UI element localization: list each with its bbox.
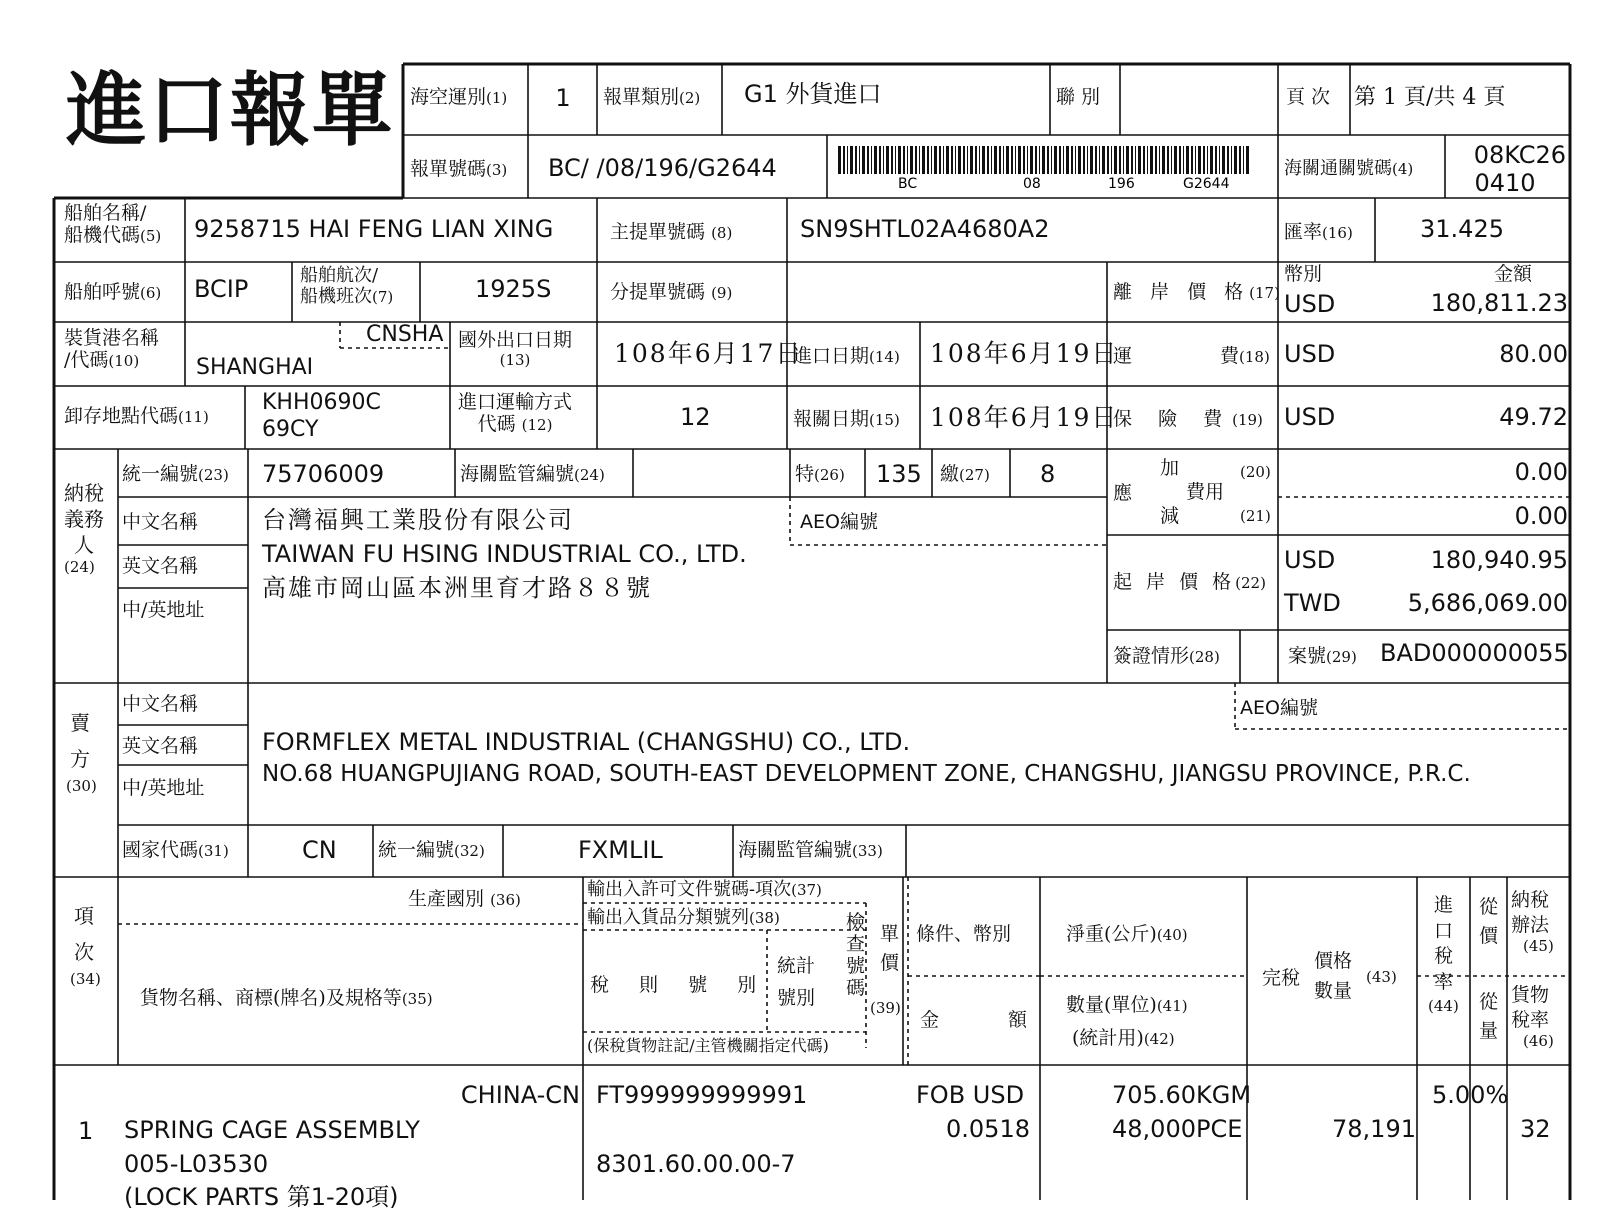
barcode-text: 196: [1108, 176, 1135, 190]
special-label: 特(26): [795, 463, 845, 485]
adj-code-2: (21): [1240, 507, 1271, 525]
barcode-bar: [1087, 146, 1088, 174]
barcode-bar: [871, 146, 872, 174]
storage-value-1: KHH0690C: [262, 390, 381, 415]
taxpayer-cn-name-label: 中文名稱: [122, 511, 199, 533]
payment-value: 8: [1040, 460, 1056, 488]
visa-label: 簽證情形(28): [1113, 645, 1220, 667]
barcode-bar: [879, 146, 881, 174]
tariff-header: 稅 則 號 別: [590, 974, 769, 996]
seller-cn-name-label: 中文名稱: [122, 693, 199, 715]
seller-address: NO.68 HUANGPUJIANG ROAD, SOUTH-EAST DEVELOPMENT ZONE, CHANGSHU, JIANGSU PROVINCE, P.R.C.: [262, 761, 1471, 787]
barcode-bar: [1066, 146, 1069, 174]
duty-code-header: (43): [1366, 968, 1397, 986]
house-bl-label: 分提單號碼 (9): [610, 281, 733, 303]
duty-price-header: 價格: [1314, 950, 1353, 972]
barcode-bar: [1023, 146, 1025, 174]
broker-label: 海關通關號碼(4): [1284, 158, 1414, 179]
item-no-header: 項 次 (34): [70, 904, 101, 988]
broker-no-1: 08KC26: [1473, 141, 1566, 169]
master-bl-value: SN9SHTL02A4680A2: [800, 215, 1050, 243]
import-rate-header: 進 口 稅 率 (44): [1428, 894, 1459, 1015]
voyage-label: 船舶航次/ 船機班次(7): [300, 265, 394, 307]
barcode-bar: [850, 146, 853, 174]
barcode-bar: [1195, 146, 1196, 174]
transport-label: 進口運輸方式 代碼 (12): [458, 391, 573, 435]
barcode-bar: [1035, 146, 1037, 174]
barcode-bar: [963, 146, 965, 174]
transport-value: 12: [680, 403, 711, 431]
classification-header: 輸出入貨品分類號列(38): [587, 907, 780, 928]
barcode-bar: [855, 146, 857, 174]
insurance-amount: 49.72: [1499, 403, 1568, 431]
barcode-bar: [1162, 146, 1165, 174]
barcode-text: 08: [1023, 176, 1041, 190]
barcode-bar: [982, 146, 985, 174]
vessel-name-label: 船舶名稱/ 船機代碼(5): [64, 202, 162, 246]
item-note: (LOCK PARTS 第1-20項): [124, 1183, 399, 1211]
loading-port-label: 裝貨港名稱 /代碼(10): [64, 327, 160, 371]
seller-uniform-no-label: 統一編號(32): [378, 839, 485, 861]
item-origin: CHINA-CN: [460, 1081, 580, 1109]
barcode-bar: [999, 146, 1001, 174]
seller-aeo-label: AEO編號: [1240, 697, 1318, 719]
specific-header: 從 量: [1479, 991, 1499, 1042]
barcode-bar: [1099, 146, 1100, 174]
fob-label: 離 岸 價 格(17): [1113, 281, 1280, 303]
copy-label: 聯 別: [1056, 86, 1101, 108]
item-model: 005-L03530: [124, 1150, 269, 1178]
stat-unit-header: (統計用)(42): [1072, 1027, 1175, 1049]
cif-twd-amount: 5,686,069.00: [1407, 589, 1568, 617]
transport-mode-label: 海空運別(1): [410, 86, 508, 108]
barcode-bar: [939, 146, 941, 174]
barcode-bar: [903, 146, 905, 174]
barcode-bar: [1083, 146, 1085, 174]
adj-label-1: 應: [1113, 482, 1133, 504]
barcode-bar: [1027, 146, 1028, 174]
seller-section-label: 賣 方 (30): [66, 711, 97, 795]
barcode-bar: [847, 146, 848, 174]
barcode-bar: [958, 146, 961, 174]
barcode-bar: [1198, 146, 1201, 174]
barcode-bar: [1246, 146, 1249, 174]
barcode-bar: [946, 146, 949, 174]
barcode-bar: [927, 146, 929, 174]
item-terms: FOB USD: [916, 1081, 1025, 1109]
item-no: 1: [78, 1117, 94, 1145]
declaration-type-value: G1 外貨進口: [744, 80, 882, 108]
item-description: SPRING CAGE ASSEMBLY: [124, 1116, 420, 1144]
import-date-label: 進口日期(14): [793, 345, 900, 367]
terms-currency-header: 條件、幣別: [916, 923, 1012, 945]
freight-label: 運 費(18): [1113, 345, 1270, 367]
currency-label: 幣別: [1284, 263, 1323, 285]
description-header: 貨物名稱、商標(牌名)及規格等(35): [140, 987, 433, 1009]
barcode-bar: [919, 146, 920, 174]
insurance-label: 保 險 費(19): [1113, 408, 1263, 430]
barcode-bar: [859, 146, 860, 174]
case-no: BAD000000055: [1380, 639, 1569, 667]
barcode-bar: [1155, 146, 1157, 174]
export-date-label: 國外出口日期 (13): [458, 329, 573, 369]
seller-en-name-label: 英文名稱: [122, 735, 199, 757]
declare-date-value: 108年6月19日: [930, 403, 1119, 432]
broker-no-2: 0410: [1474, 169, 1536, 197]
barcode-bar: [1171, 146, 1172, 174]
declaration-barcode: [838, 146, 1258, 190]
storage-value-2: 69CY: [262, 417, 319, 442]
vessel-name-value: 9258715 HAI FENG LIAN XING: [194, 215, 554, 243]
barcode-bar: [934, 146, 937, 174]
barcode-text: G2644: [1183, 176, 1230, 190]
barcode-bar: [1059, 146, 1061, 174]
barcode-bar: [1095, 146, 1097, 174]
fob-currency: USD: [1284, 290, 1336, 318]
barcode-bar: [1186, 146, 1189, 174]
item-tariff: 8301.60.00.00-7: [596, 1150, 796, 1178]
barcode-bar: [979, 146, 980, 174]
amount-header-1: 金: [920, 1009, 940, 1031]
barcode-bar: [1207, 146, 1208, 174]
amount-label: 金額: [1494, 263, 1533, 285]
barcode-bar: [1119, 146, 1121, 174]
adj-code-1: (20): [1240, 463, 1271, 481]
barcode-bar: [1138, 146, 1141, 174]
barcode-bar: [883, 146, 884, 174]
uniform-no-label: 統一編號(23): [122, 463, 229, 485]
insurance-currency: USD: [1284, 403, 1336, 431]
taxpayer-aeo-label: AEO編號: [800, 511, 878, 533]
item-quantity: 48,000PCE: [1112, 1115, 1243, 1143]
cif-usd-amount: 180,940.95: [1430, 546, 1568, 574]
add-amount: 0.00: [1514, 458, 1568, 486]
barcode-bar: [1203, 146, 1205, 174]
barcode-bar: [987, 146, 989, 174]
barcode-bar: [1107, 146, 1109, 174]
declaration-type-label: 報單類別(2): [603, 86, 701, 108]
sub-amount: 0.00: [1514, 502, 1568, 530]
taxpayer-address: 高雄市岡山區本洲里育才路８８號: [262, 574, 652, 602]
taxpayer-en-name: TAIWAN FU HSING INDUSTRIAL CO., LTD.: [262, 540, 747, 568]
special-value: 135: [876, 460, 922, 488]
barcode-bar: [1210, 146, 1213, 174]
seller-en-name: FORMFLEX METAL INDUSTRIAL (CHANGSHU) CO., LTD.: [262, 728, 911, 756]
bonded-header: (保稅貨物註記/主管機關指定代碼): [587, 1036, 829, 1055]
cif-twd-currency: TWD: [1284, 589, 1341, 617]
item-duty-value: 78,191: [1332, 1115, 1416, 1143]
barcode-bar: [1051, 146, 1052, 174]
barcode-bar: [943, 146, 944, 174]
barcode-bar: [1090, 146, 1093, 174]
country-label: 國家代碼(31): [122, 839, 229, 861]
loading-port-code: CNSHA: [366, 322, 444, 347]
barcode-bar: [1234, 146, 1237, 174]
barcode-bar: [1039, 146, 1040, 174]
voyage-value: 1925S: [475, 275, 552, 303]
barcode-bar: [1159, 146, 1160, 174]
duty-qty-header: 數量: [1314, 980, 1353, 1002]
tax-method-header: 納稅 辦法 (45): [1511, 889, 1554, 956]
freight-amount: 80.00: [1499, 340, 1568, 368]
page-label: 頁 次: [1286, 86, 1331, 108]
import-date-value: 108年6月19日: [930, 339, 1119, 368]
barcode-bar: [1126, 146, 1129, 174]
duty-paid-header: 完稅: [1262, 967, 1301, 989]
page-value: 第 1 頁/共 4 頁: [1354, 85, 1506, 110]
barcode-bar: [967, 146, 968, 174]
barcode-bar: [895, 146, 896, 174]
fob-amount: 180,811.23: [1430, 289, 1568, 317]
barcode-bar: [1219, 146, 1220, 174]
taxpayer-en-name-label: 英文名稱: [122, 555, 199, 577]
barcode-bar: [991, 146, 992, 174]
declaration-no-label: 報單號碼(3): [410, 158, 508, 180]
barcode-bar: [898, 146, 901, 174]
barcode-bar: [1015, 146, 1016, 174]
barcode-bar: [1111, 146, 1112, 174]
exchange-rate-label: 匯率(16): [1284, 221, 1353, 243]
export-date-value: 108年6月17日: [614, 339, 803, 368]
unit-price-header: 單 價: [880, 923, 900, 974]
ad-valorem-header: 從 價: [1479, 896, 1499, 947]
barcode-bar: [1011, 146, 1013, 174]
customs-supervision-label: 海關監管編號(24): [460, 463, 605, 485]
storage-label: 卸存地點代碼(11): [64, 405, 209, 427]
item-permit: FT999999999991: [596, 1081, 808, 1109]
barcode-bar: [1006, 146, 1009, 174]
adj-label-3: 減: [1160, 505, 1180, 527]
barcode-bar: [951, 146, 953, 174]
loading-port-name: SHANGHAI: [196, 355, 314, 380]
barcode-bar: [1063, 146, 1064, 174]
quantity-header: 數量(單位)(41): [1066, 994, 1188, 1016]
barcode-bar: [1150, 146, 1153, 174]
barcode-bar: [1071, 146, 1073, 174]
cif-label: 起 岸 價 格(22): [1113, 571, 1266, 593]
barcode-bar: [907, 146, 908, 174]
barcode-bar: [1078, 146, 1081, 174]
taxpayer-section-label: 納稅 義務 人 (24): [64, 481, 104, 576]
exchange-rate-value: 31.425: [1420, 215, 1504, 243]
uniform-no-value: 75706009: [262, 460, 385, 488]
case-label: 案號(29): [1288, 645, 1357, 667]
barcode-bar: [975, 146, 977, 174]
barcode-text: BC: [898, 176, 918, 190]
seller-address-label: 中/英地址: [122, 777, 205, 799]
barcode-bar: [838, 146, 841, 174]
item-net-weight: 705.60KGM: [1112, 1081, 1252, 1109]
inspection-header: 檢 查 號 碼: [846, 911, 866, 999]
barcode-bar: [910, 146, 913, 174]
barcode-bar: [1191, 146, 1193, 174]
call-sign-label: 船舶呼號(6): [64, 281, 162, 303]
barcode-bar: [1003, 146, 1004, 174]
barcode-bar: [1167, 146, 1169, 174]
barcode-bar: [874, 146, 877, 174]
barcode-bar: [1222, 146, 1225, 174]
barcode-bar: [970, 146, 973, 174]
barcode-bar: [1183, 146, 1184, 174]
barcode-bar: [867, 146, 869, 174]
call-sign-value: BCIP: [194, 275, 249, 303]
item-goods-tax: 32: [1520, 1115, 1551, 1143]
declare-date-label: 報關日期(15): [793, 408, 900, 430]
barcode-bar: [922, 146, 925, 174]
barcode-bar: [931, 146, 932, 174]
cif-usd-currency: USD: [1284, 546, 1336, 574]
barcode-bar: [862, 146, 865, 174]
seller-supervision-label: 海關監管編號(33): [738, 839, 883, 861]
amount-header-2: 額: [1008, 1009, 1028, 1031]
net-weight-header: 淨重(公斤)(40): [1066, 923, 1188, 945]
barcode-bar: [1075, 146, 1076, 174]
barcode-bar: [1239, 146, 1241, 174]
payment-label: 繳(27): [940, 463, 990, 485]
barcode-bar: [1143, 146, 1145, 174]
barcode-bar: [1174, 146, 1177, 174]
barcode-bar: [843, 146, 845, 174]
barcode-bar: [1030, 146, 1033, 174]
barcode-bar: [1102, 146, 1105, 174]
barcode-bar: [994, 146, 997, 174]
barcode-bar: [1123, 146, 1124, 174]
barcode-bar: [1131, 146, 1133, 174]
barcode-bar: [1215, 146, 1217, 174]
taxpayer-cn-name: 台灣福興工業股份有限公司: [262, 506, 574, 534]
item-unit-price: 0.0518: [946, 1115, 1030, 1143]
item-import-rate: 5.00%: [1432, 1081, 1509, 1109]
barcode-bar: [1147, 146, 1148, 174]
unit-price-code: (39): [870, 999, 901, 1017]
goods-tax-header: 貨物 稅率 (46): [1511, 984, 1554, 1051]
barcode-bar: [1114, 146, 1117, 174]
master-bl-label: 主提單號碼 (8): [610, 221, 733, 243]
form-title: 進口報單: [66, 63, 394, 157]
barcode-bar: [1227, 146, 1229, 174]
barcode-bar: [1047, 146, 1049, 174]
barcode-bar: [1018, 146, 1021, 174]
barcode-bar: [891, 146, 893, 174]
barcode-bar: [886, 146, 889, 174]
adj-label-4: 費用: [1186, 481, 1225, 503]
origin-header: 生產國別 (36): [408, 888, 521, 910]
taxpayer-address-label: 中/英地址: [122, 599, 205, 621]
freight-currency: USD: [1284, 340, 1336, 368]
barcode-bar: [1231, 146, 1232, 174]
barcode-bar: [1243, 146, 1244, 174]
barcode-bar: [955, 146, 956, 174]
stat-header-1: 統計: [777, 955, 816, 977]
barcode-bar: [1135, 146, 1136, 174]
stat-header-2: 號別: [777, 987, 816, 1009]
barcode-bar: [1179, 146, 1181, 174]
transport-mode-value: 1: [555, 84, 571, 112]
barcode-bar: [915, 146, 917, 174]
permit-header: 輸出入許可文件號碼-項次(37): [587, 879, 822, 900]
country-value: CN: [302, 836, 337, 864]
seller-uniform-no-value: FXMLIL: [578, 836, 663, 864]
barcode-bar: [1042, 146, 1045, 174]
declaration-no-value: BC/ /08/196/G2644: [548, 154, 777, 182]
adj-label-2: 加: [1160, 457, 1180, 479]
barcode-bar: [1054, 146, 1057, 174]
